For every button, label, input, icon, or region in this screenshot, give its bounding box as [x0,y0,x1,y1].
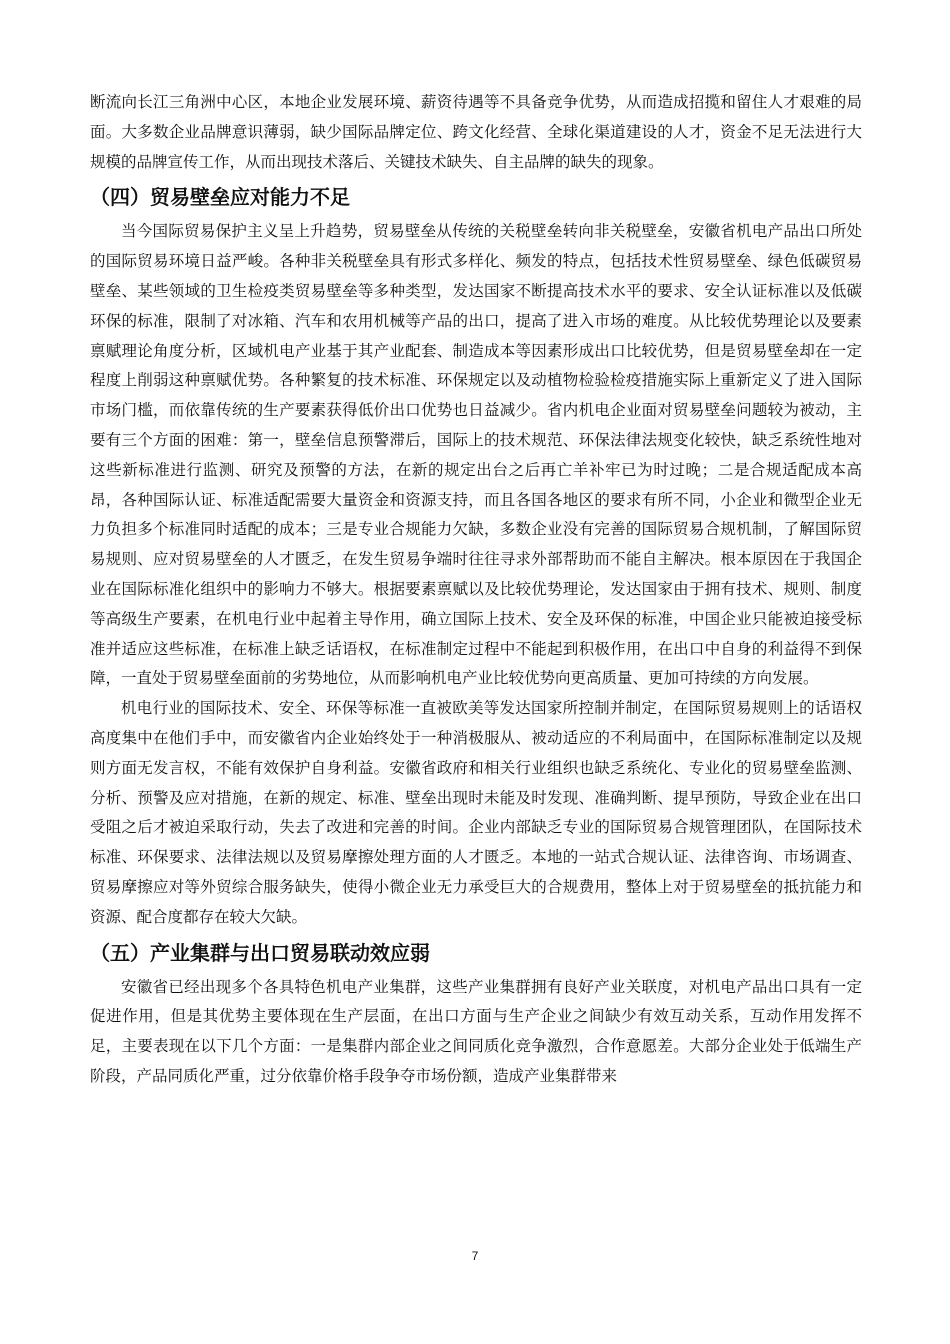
document-page [90,88,862,1248]
section-heading-4: （四）贸易壁垒应对能力不足 [90,185,350,210]
paragraph: 安徽省已经出现多个各具特色机电产业集群，这些产业集群拥有良好产业关联度，对机电产品出口具有一定促进作用，但是其优势主要体现在生产层面，在出口方面与生产企业之间缺少有效互动关系，互动作用发挥不足，主要表现在以下几个方面：一是集群内部企业之间同质化竞争激烈，合作意愿差。大部分企业处于低端生产阶段，产品同质化严重，过分依靠价格手段争夺市场份额，造成产业集群带来 [90,977,862,1085]
paragraph-continued: 断流向长江三角洲中心区，本地企业发展环境、薪资待遇等不具备竞争优势，从而造成招揽和留住人才艰难的局面。大多数企业品牌意识薄弱，缺少国际品牌定位、跨文化经营、全球化渠道建设的人才，资金不足无法进行大规模的品牌宣传工作，从而出现技术落后、关键技术缺失、自主品牌的缺失的现象。 [90,93,862,171]
section-heading-5: （五）产业集群与出口贸易联动效应弱 [90,940,430,965]
page-number: 7 [471,1249,479,1263]
paragraph: 当今国际贸易保护主义呈上升趋势，贸易壁垒从传统的关税壁垒转向非关税壁垒，安徽省机电产品出口所处的国际贸易环境日益严峻。各种非关税壁垒具有形式多样化、频发的特点，包括技术性贸易壁垒、绿色低碳贸易壁垒、某些领域的卫生检疫类贸易壁垒等多种类型，发达国家不断提高技术水平的要求、安全认证标准以及低碳环保的标准，限制了对冰箱、汽车和农用机械等产品的出口，提高了进入市场的难度。从比较优势理论以及要素禀赋理论角度分析，区域机电产业基于其产业配套、制造成本等因素形成出口比较优势，但是贸易壁垒却在一定程度上削弱这种禀赋优势。各种繁复的技术标准、环保规定以及动植物检验检疫措施实际上重新定义了进入国际市场门槛，而依靠传统的生产要素获得低价出口优势也日益减少。省内机电企业面对贸易壁垒问题较为被动，主要有三个方面的困难：第一，壁垒信息预警滞后，国际上的技术规范、环保法律法规变化较快，缺乏系统性地对这些新标准进行监测、研究及预警的方法，在新的规定出台之后再亡羊补牢已为时过晚；二是合规适配成本高昂，各种国际认证、标准适配需要大量资金和资源支持，而且各国各地区的要求有所不同，小企业和微型企业无力负担多个标准同时适配的成本；三是专业合规能力欠缺，多数企业没有完善的国际贸易合规机制，了解国际贸易规则、应对贸易壁垒的人才匮乏，在发生贸易争端时往往寻求外部帮助而不能自主解决。根本原因在于我国企业在国际标准化组织中的影响力不够大。根据要素禀赋以及比较优势理论，发达国家由于拥有技术、规则、制度等高级生产要素，在机电行业中起着主导作用，确立国际上技术、安全及环保的标准，中国企业只能被迫接受标准并适应这些标准，在标准上缺乏话语权，在标准制定过程中不能起到积极作用，在出口中自身的利益得不到保障，一直处于贸易壁垒面前的劣势地位，从而影响机电产业比较优势向更高质量、更加可持续的方向发展。 [90,222,862,688]
paragraph: 机电行业的国际技术、安全、环保等标准一直被欧美等发达国家所控制并制定，在国际贸易规则上的话语权高度集中在他们手中，而安徽省内企业始终处于一种消极服从、被动适应的不利局面中，在国际标准制定以及规则方面无发言权，不能有效保护自身利益。安徽省政府和相关行业组织也缺乏系统化、专业化的贸易壁垒监测、分析、预警及应对措施，在新的规定、标准、壁垒出现时未能及时发现、准确判断、提早预防，导致企业在出口受阻之后才被迫采取行动，失去了改进和完善的时间。企业内部缺乏专业的国际贸易合规管理团队，在国际技术标准、环保要求、法律法规以及贸易摩擦处理方面的人才匮乏。本地的一站式合规认证、法律咨询、市场调查、贸易摩擦应对等外贸综合服务缺失，使得小微企业无力承受巨大的合规费用，整体上对于贸易壁垒的抵抗能力和资源、配合度都存在较大欠缺。 [90,699,862,926]
